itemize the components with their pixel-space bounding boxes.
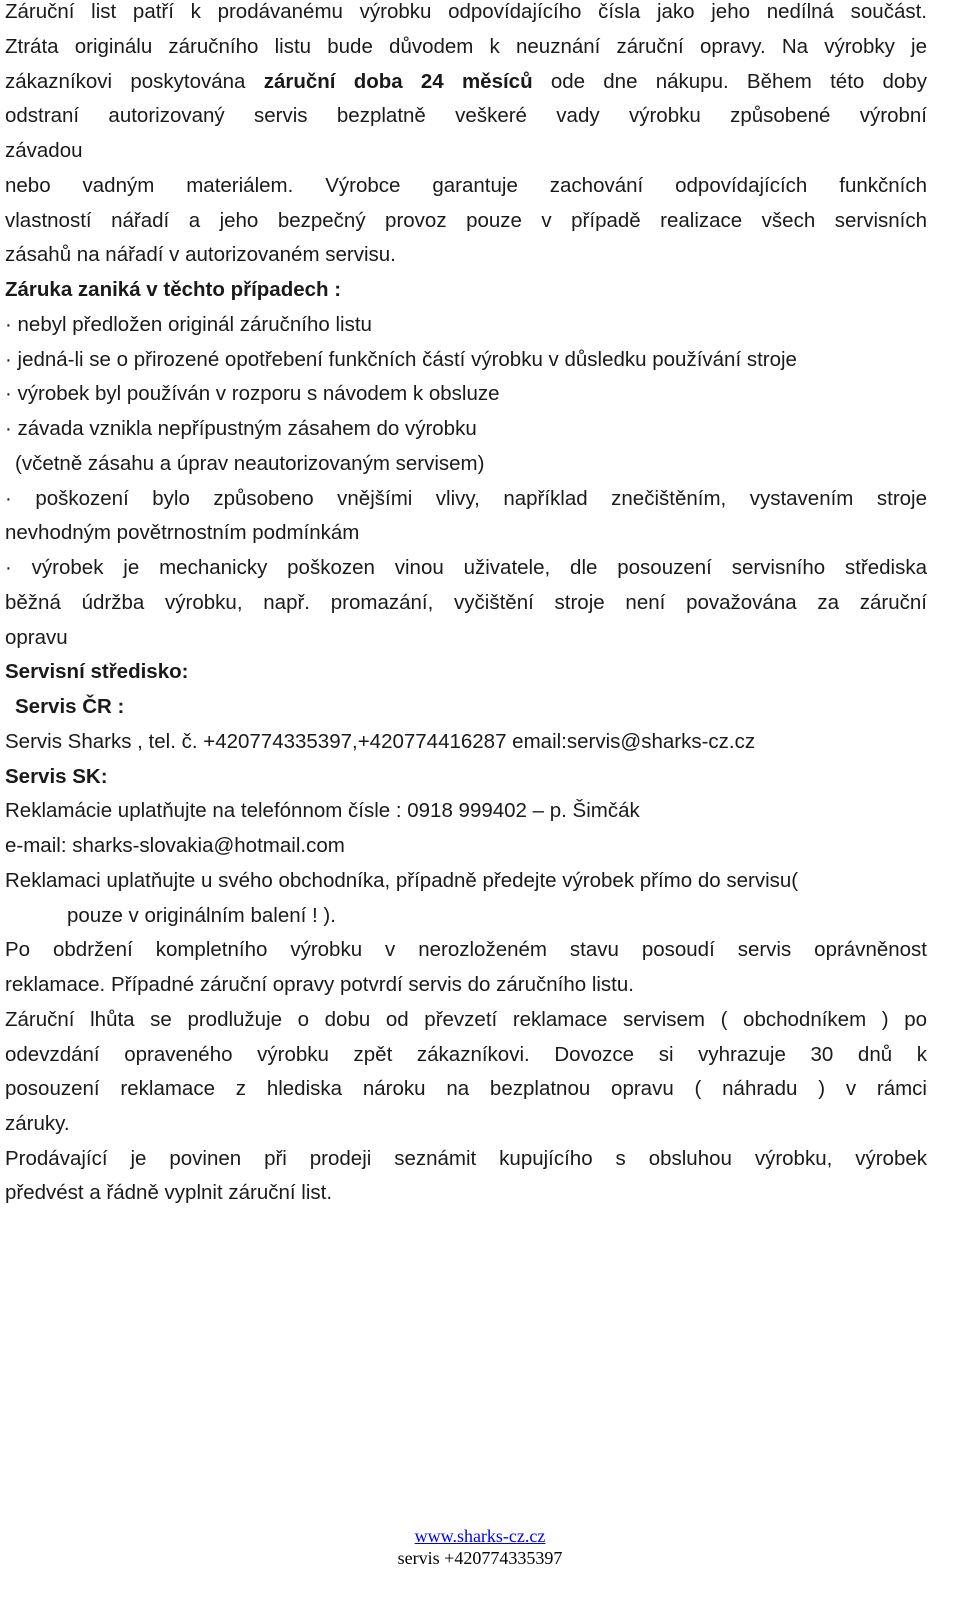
website-link[interactable]: www.sharks-cz.cz [414, 1526, 546, 1546]
list-item: · poškození bylo způsobeno vnějšími vlivy, například znečištěním, vystavením stroje [5, 487, 927, 510]
list-item: · jedná-li se o přirozené opotřebení funkčních částí výrobku v důsledku používání stroje [5, 348, 797, 371]
warranty-period: záruční doba 24 měsíců [263, 70, 533, 93]
section-heading: Servis SK: [5, 765, 108, 788]
text-line: odevzdání opraveného výrobku zpět zákazníkovi. Dovozce si vyhrazuje 30 dnů k [5, 1043, 927, 1066]
text-line: nebo vadným materiálem. Výrobce garantuje zachování odpovídajících funkčních [5, 174, 927, 197]
list-item-continuation: nevhodným povětrnostním podmínkám [5, 521, 360, 544]
section-heading: Záruka zaniká v těchto případech : [5, 278, 342, 301]
text-line: závadou [5, 139, 83, 162]
text-line: pouze v originálním balení ! ). [67, 904, 336, 927]
text-line: odstraní autorizovaný servis bezplatně veškeré vady výrobku způsobené výrobní [5, 104, 927, 127]
section-heading: Servis ČR : [15, 695, 125, 718]
text-line: zákazníkovi poskytována záruční doba 24 měsíců ode dne nákupu. Během této doby [5, 70, 927, 93]
text-line: Záruční list patří k prodávanému výrobku odpovídajícího čísla jako jeho nedílná součást. [5, 0, 927, 23]
list-item: · výrobek je mechanicky poškozen vinou uživatele, dle posouzení servisního střediska [5, 556, 927, 579]
text-line: zásahů na nářadí v autorizovaném servisu. [5, 243, 396, 266]
text-line: reklamace. Případné záruční opravy potvrdí servis do záručního listu. [5, 973, 634, 996]
text-line: Prodávající je povinen při prodeji seznámit kupujícího s obsluhou výrobku, výrobek [5, 1147, 927, 1170]
text-line: běžná údržba výrobku, např. promazání, vyčištění stroje není považována za záruční [5, 591, 927, 614]
contact-line: Reklamácie uplatňujte na telefónnom čísle : 0918 999402 – p. Šimčák [5, 799, 640, 822]
list-item: · nebyl předložen originál záručního listu [5, 313, 372, 336]
section-heading: Servisní středisko: [5, 660, 189, 683]
text-line: Ztráta originálu záručního listu bude důvodem k neuznání záruční opravy. Na výrobky je [5, 35, 927, 58]
list-item: · závada vznikla nepřípustným zásahem do výrobku [5, 417, 477, 440]
list-item-continuation: (včetně zásahu a úprav neautorizovaným servisem) [15, 452, 485, 475]
contact-line: e-mail: sharks-slovakia@hotmail.com [5, 834, 345, 857]
text-line: Reklamaci uplatňujte u svého obchodníka, případně předejte výrobek přímo do servisu( [5, 869, 799, 892]
text-line: vlastností nářadí a jeho bezpečný provoz pouze v případě realizace všech servisních [5, 209, 927, 232]
text-line: opravu [5, 626, 68, 649]
text-line: Záruční lhůta se prodlužuje o dobu od převzetí reklamace servisem ( obchodníkem ) po [5, 1008, 927, 1031]
footer-service-phone: servis +420774335397 [397, 1548, 563, 1568]
text-line: Po obdržení kompletního výrobku v nerozloženém stavu posoudí servis oprávněnost [5, 938, 927, 961]
list-item: · výrobek byl používán v rozporu s návodem k obsluze [5, 382, 500, 405]
footer-website [0, 1526, 960, 1546]
text-line: záruky. [5, 1112, 70, 1135]
text-line: posouzení reklamace z hlediska nároku na bezplatnou opravu ( náhradu ) v rámci [5, 1077, 927, 1100]
text-line: předvést a řádně vyplnit záruční list. [5, 1181, 333, 1204]
contact-line: Servis Sharks , tel. č. +420774335397,+420774416287 email:servis@sharks-cz.cz [5, 730, 756, 753]
